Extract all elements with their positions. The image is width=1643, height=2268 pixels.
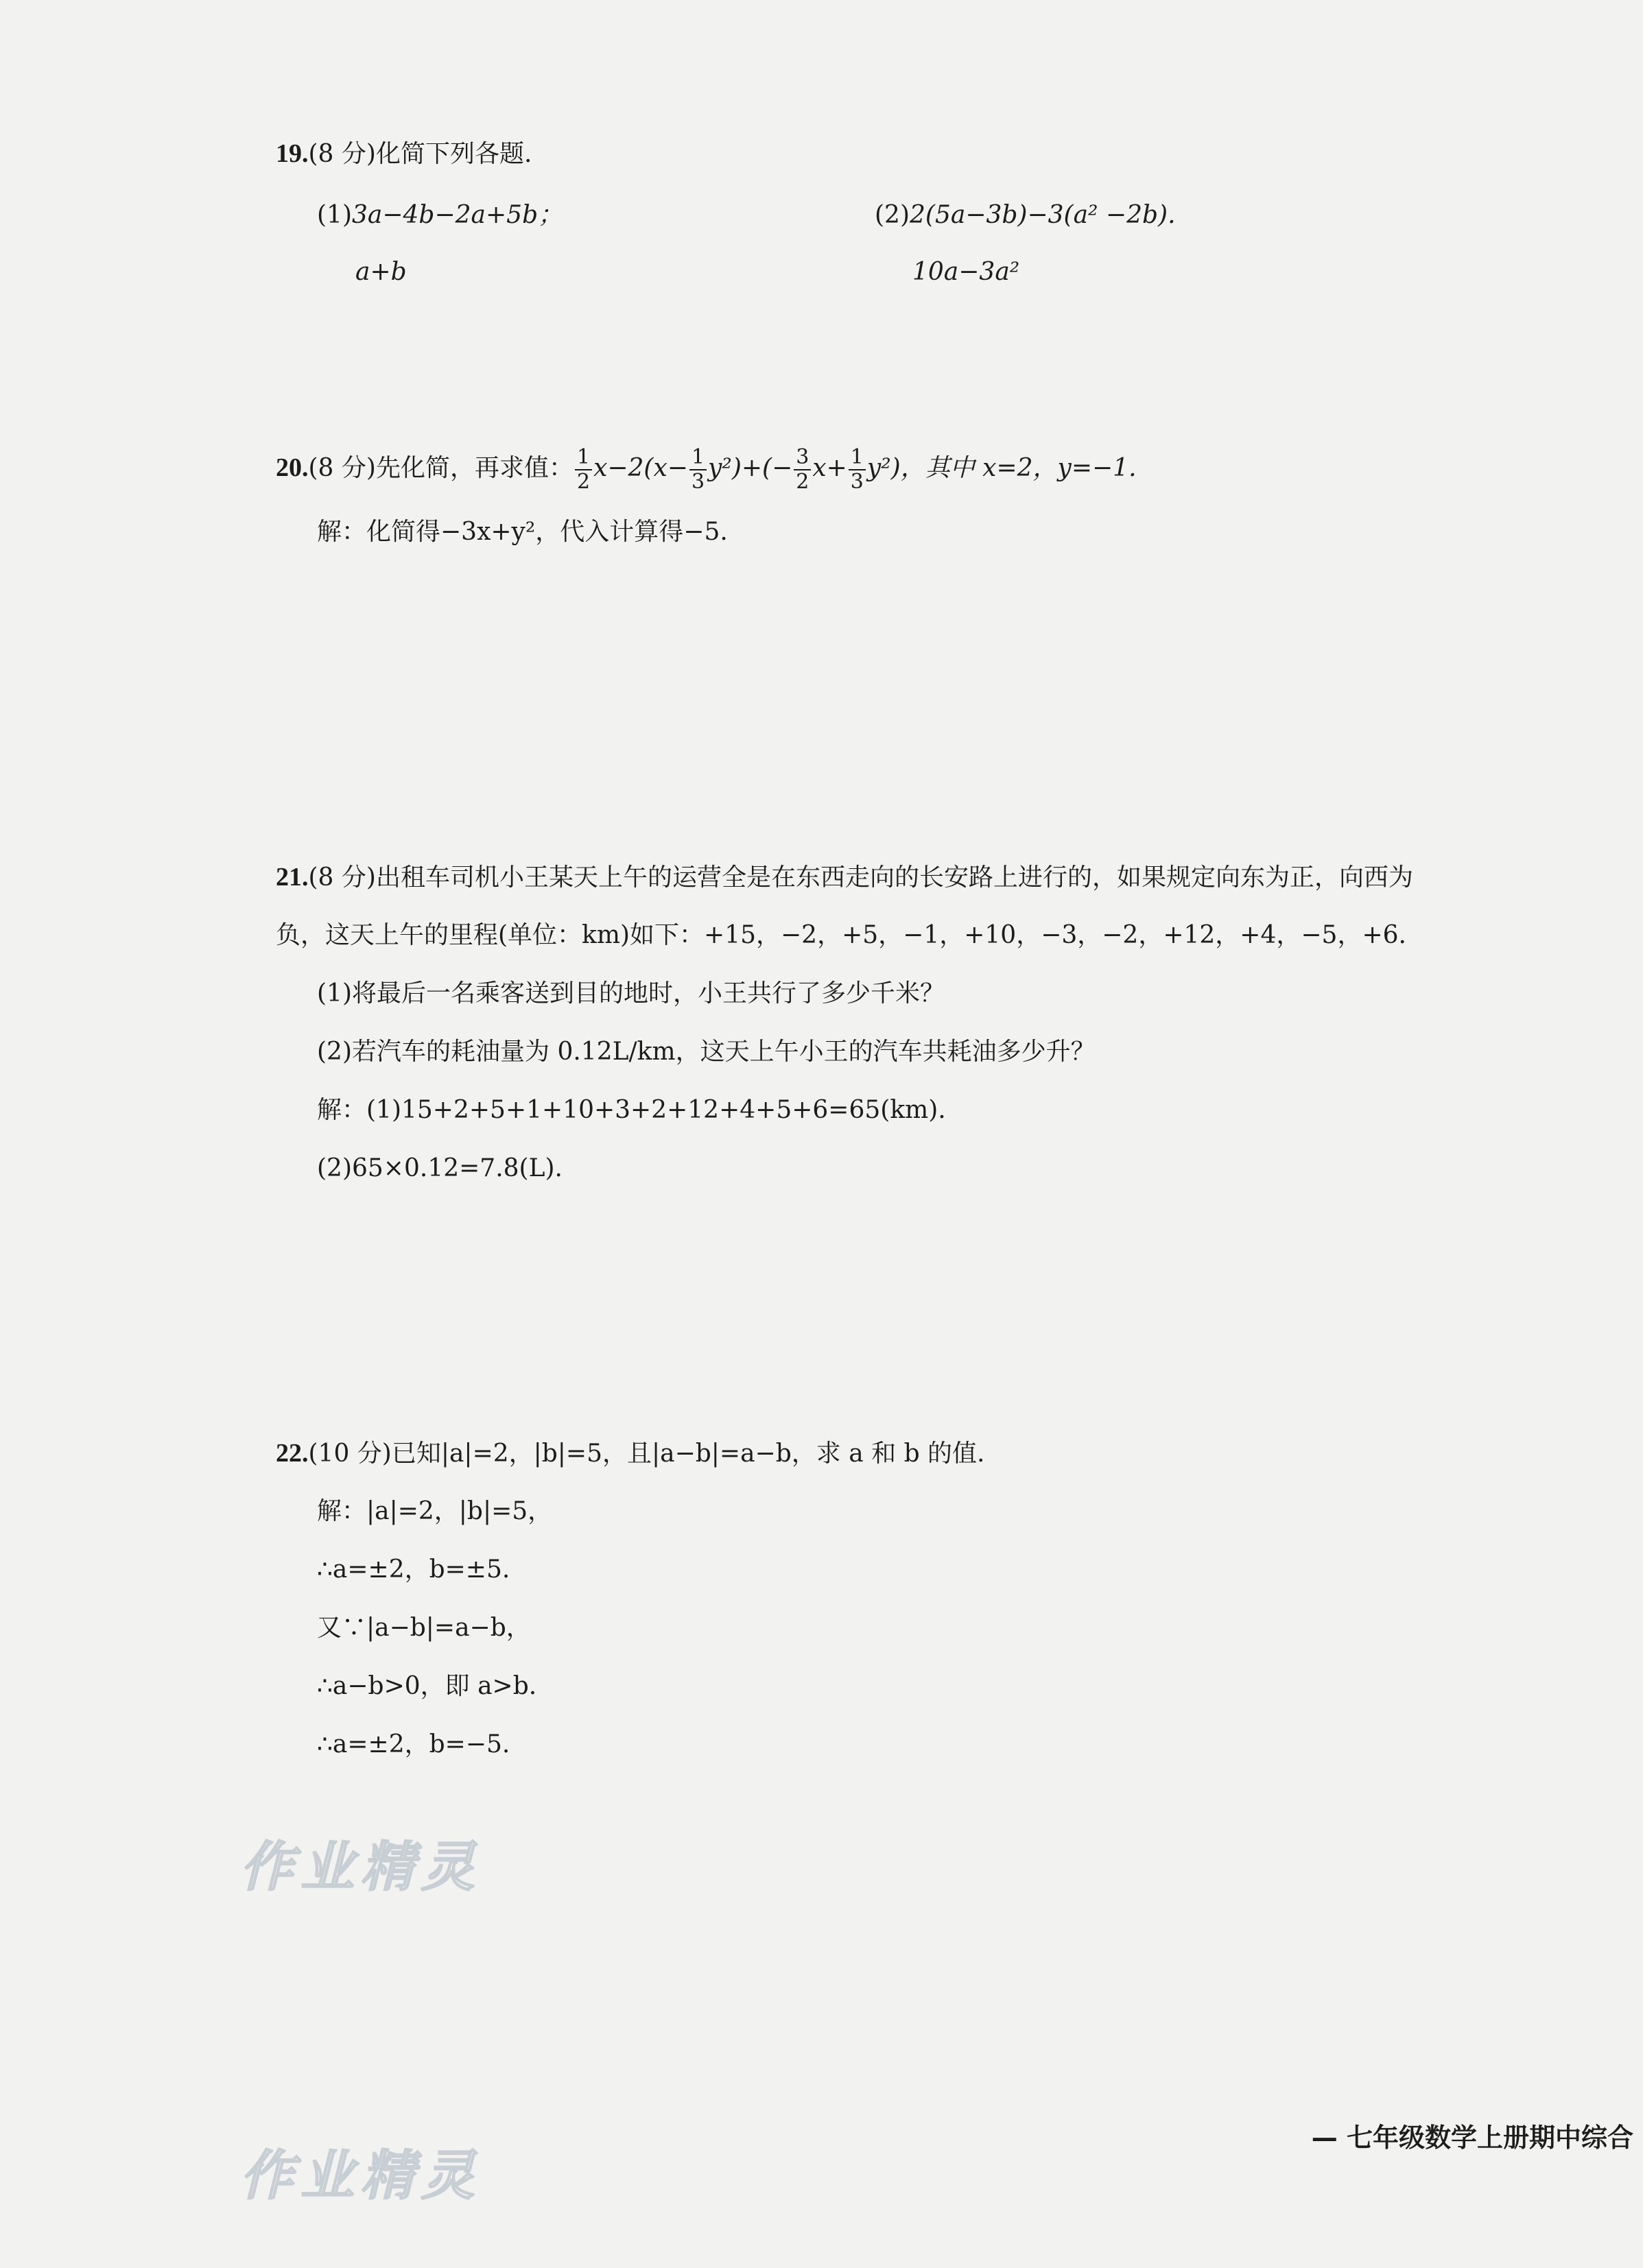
question-22-step: ∴a=±2，b=−5. (317, 1730, 510, 1758)
question-number: 22. (276, 1439, 309, 1468)
fraction: $\frac{3}{2}$ (794, 446, 811, 494)
question-score: (10 分) (308, 1440, 392, 1468)
question-21-answer-1: 解：(1)15+2+5+1+10+3+2+12+4+5+6=65(km). (317, 1096, 946, 1124)
question-22-step: ∴a−b>0，即 a>b. (317, 1672, 537, 1700)
question-number: 20. (276, 453, 309, 482)
expression-part: y²)，其中 x=2，y=−1. (866, 454, 1137, 482)
question-20-answer: 解：化简得−3x+y²，代入计算得−5. (317, 518, 728, 546)
question-21-sub-2: (2)若汽车的耗油量为 0.12L/km，这天上午小王的汽车共耗油多少升？ (317, 1038, 1096, 1066)
question-number: 19. (276, 139, 309, 168)
question-22-step: 又∵|a−b|=a−b， (317, 1614, 531, 1642)
question-21-answer-2: (2)65×0.12=7.8(L). (317, 1154, 563, 1182)
fraction: $\frac{1}{3}$ (689, 446, 707, 494)
part-expression: 2(5a−3b)−3(a² −2b). (910, 201, 1176, 229)
question-number: 21. (276, 863, 309, 892)
page-footer: — 七年级数学上册期中综合 (1311, 2123, 1633, 2153)
question-prompt: 已知|a|=2，|b|=5，且|a−b|=a−b，求 a 和 b 的值. (391, 1440, 985, 1468)
watermark-logo: 作业精灵 (240, 1837, 482, 1898)
question-20-header (276, 446, 1137, 494)
question-prompt: 先化简，再求值： (375, 454, 574, 482)
question-19-header (276, 137, 532, 171)
question-score: (8 分) (308, 140, 376, 168)
question-19-part-2 (875, 199, 1176, 232)
question-score: (8 分) (308, 863, 376, 892)
question-19-answer-2: 10a−3a² (912, 258, 1020, 286)
question-21-sub-1: (1)将最后一名乘客送到目的地时，小王共行了多少千米？ (317, 979, 945, 1007)
part-expression: 3a−4b−2a+5b； (352, 201, 563, 229)
expression-part: x−2(x− (593, 454, 688, 482)
question-21-text-line-2: 负，这天上午的里程(单位：km)如下：+15，−2，+5，−1，+10，−3，−2，+12，+4，−5，+6. (276, 921, 1406, 949)
part-label: (2) (875, 201, 910, 229)
question-19-answer-1: a+b (355, 258, 407, 286)
question-21-header (276, 861, 1413, 894)
question-score: (8 分) (308, 454, 376, 482)
question-19-part-1 (317, 199, 563, 232)
question-22-step: ∴a=±2，b=±5. (317, 1555, 510, 1584)
watermark-logo: 作业精灵 (240, 2145, 482, 2207)
expression-part: y²)+(− (708, 454, 793, 482)
question-prompt: 化简下列各题. (375, 140, 532, 168)
question-text: 出租车司机小王某天上午的运营全是在东西走向的长安路上进行的，如果规定向东为正，向西为 (375, 863, 1413, 892)
fraction: $\frac{1}{3}$ (849, 446, 866, 494)
question-22-header (276, 1437, 985, 1470)
fraction: $\frac{1}{2}$ (575, 446, 592, 494)
part-label: (1) (317, 201, 352, 229)
expression-part: x+ (812, 454, 847, 482)
question-22-step: 解：|a|=2，|b|=5， (317, 1497, 553, 1525)
